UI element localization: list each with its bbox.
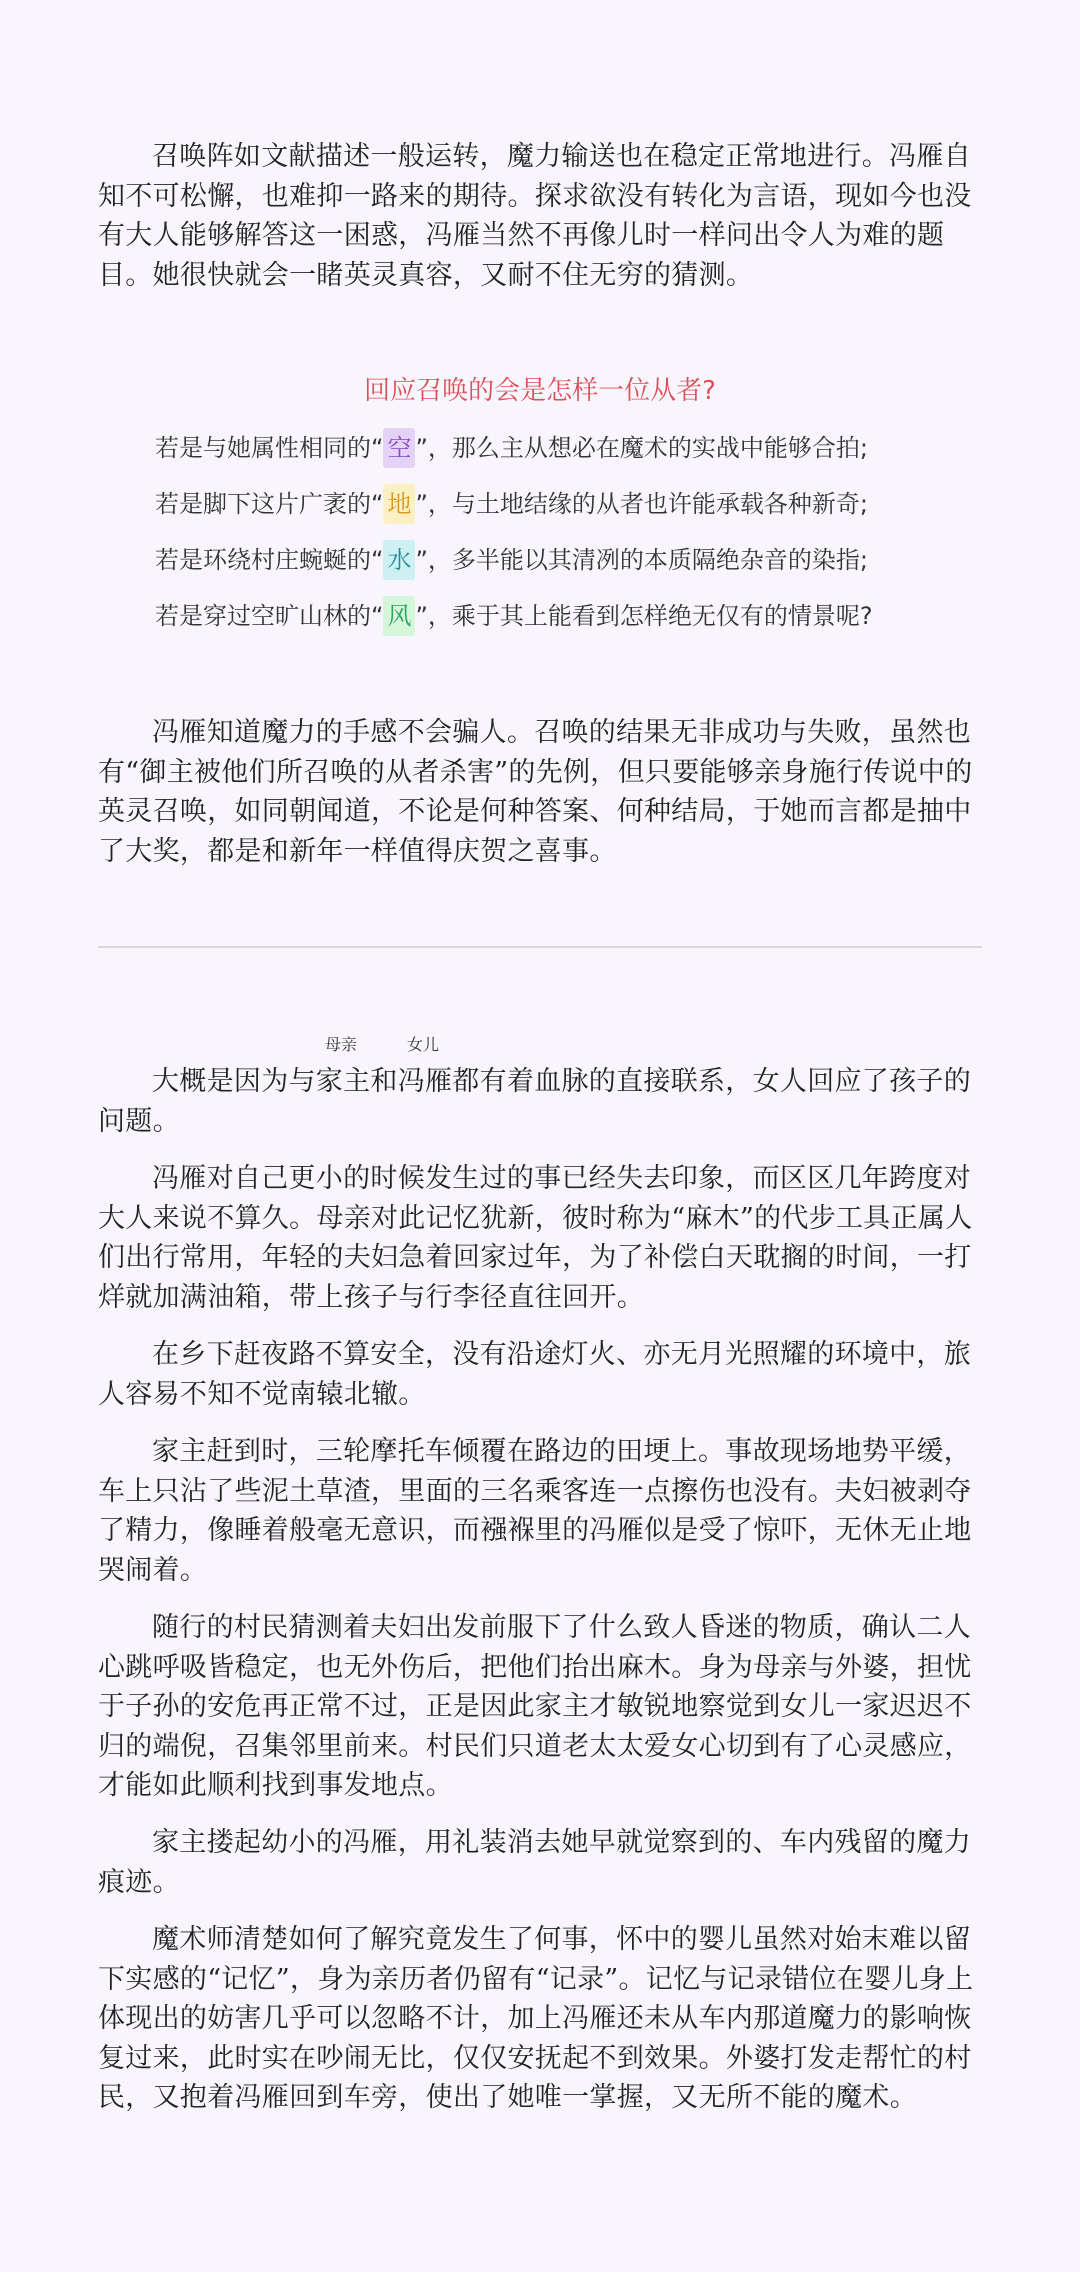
- condition-text: ”，多半能以其清冽的本质隔绝杂音的染指;: [415, 546, 868, 574]
- condition-text: 若是与她属性相同的“: [155, 434, 384, 462]
- section-divider: [98, 946, 982, 948]
- story-paragraph: 家主赶到时，三轮摩托车倾覆在路边的田埂上。事故现场地势平缓，车上只沾了些泥土草渣，里面的三名乘客连一点擦伤也没有。夫妇被剥夺了精力，像睡着般毫无意识，而襁褓里的冯雁似是受了惊吓，无休无止地哭闹着。: [98, 1436, 972, 1586]
- outro-paragraph: 冯雁知道魔力的手感不会骗人。召唤的结果无非成功与失败，虽然也有“御主被他们所召唤的从者杀害”的先例，但只要能够亲身施行传说中的英灵召唤，如同朝闻道，不论是何种答案、何种结局，于她而言都是抽中了大奖，都是和新年一样值得庆贺之喜事。: [98, 717, 973, 867]
- element-earth-tag: 地: [383, 484, 415, 524]
- ruby-annotation-daughter: 女儿: [407, 1035, 440, 1054]
- condition-text: 若是穿过空旷山林的“: [155, 602, 384, 630]
- condition-text: 若是环绕村庄蜿蜒的“: [155, 546, 384, 574]
- condition-earth: [155, 484, 1015, 524]
- story-paragraph: 大概是因为与家主和冯雁都有着血脉的直接联系，女人回应了孩子的问题。: [98, 1066, 971, 1137]
- element-wind-tag: 风: [383, 596, 415, 636]
- condition-wind: [155, 596, 1015, 636]
- story-paragraph: 家主搂起幼小的冯雁，用礼装消去她早就觉察到的、车内残留的魔力痕迹。: [98, 1827, 971, 1898]
- story-paragraph: 魔术师清楚如何了解究竟发生了何事，怀中的婴儿虽然对始末难以留下实感的“记忆”，身为亲历者仍留有“记录”。记忆与记录错位在婴儿身上体现出的妨害几乎可以忽略不计，加上冯雁还未从车内那道魔力的影响恢复过来，此时实在吵闹无比，仅仅安抚起不到效果。外婆打发走帮忙的村民，又抱着冯雁回到车旁，使出了她唯一掌握，又无所不能的魔术。: [98, 1924, 974, 2113]
- question-heading: 回应召唤的会是怎样一位从者?: [364, 376, 716, 406]
- story-paragraph: 在乡下赶夜路不算安全，没有沿途灯火、亦无月光照耀的环境中，旅人容易不知不觉南辕北辙。: [98, 1339, 971, 1410]
- condition-text: ”，乘于其上能看到怎样绝无仅有的情景呢?: [415, 602, 873, 630]
- condition-water: [155, 540, 1015, 580]
- condition-text: ”，与土地结缘的从者也许能承载各种新奇;: [415, 490, 868, 518]
- condition-text: ”，那么主从想必在魔术的实战中能够合拍;: [415, 434, 868, 462]
- condition-text: 若是脚下这片广袤的“: [155, 490, 384, 518]
- element-void-tag: 空: [383, 428, 415, 468]
- story-paragraph: 冯雁对自己更小的时候发生过的事已经失去印象，而区区几年跨度对大人来说不算久。母亲对此记忆犹新，彼时称为“麻木”的代步工具正属人们出行常用，年轻的夫妇急着回家过年，为了补偿白天耽搁的时间，一打烊就加满油箱，带上孩子与行李径直往回开。: [98, 1163, 973, 1313]
- intro-paragraph: 召唤阵如文献描述一般运转，魔力输送也在稳定正常地进行。冯雁自知不可松懈，也难抑一路来的期待。探求欲没有转化为言语，现如今也没有大人能够解答这一困惑，冯雁当然不再像儿时一样问出令人为难的题目。她很快就会一睹英灵真容，又耐不住无穷的猜测。: [98, 141, 972, 291]
- story-paragraph: 随行的村民猜测着夫妇出发前服下了什么致人昏迷的物质，确认二人心跳呼吸皆稳定，也无外伤后，把他们抬出麻木。身为母亲与外婆，担忧于子孙的安危再正常不过，正是因此家主才敏锐地察觉到女儿一家迟迟不归的端倪，召集邻里前来。村民们只道老太太爱女心切到有了心灵感应，才能如此顺利找到事发地点。: [98, 1612, 972, 1801]
- element-water-tag: 水: [383, 540, 415, 580]
- ruby-annotation-mother: 母亲: [325, 1035, 358, 1054]
- condition-void: [155, 428, 1015, 468]
